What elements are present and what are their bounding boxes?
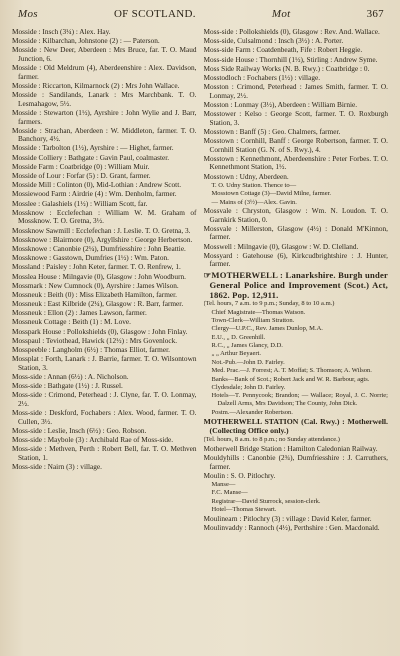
gazetteer-entry: Moss-side : Maybole (3) : Archibald Rae of Moss-side. <box>12 435 174 445</box>
gazetteer-entry: Mosside Colliery : Bathgate : Gavin Paul, coalmaster. <box>12 152 170 162</box>
gazetteer-entry: Mossmark : New Cumnock (0), Ayrshire : James Wilson. <box>12 280 179 290</box>
gazetteer-entry: Mosspark House : Pollokshields (0), Glasgow : John Finlay. <box>12 326 188 336</box>
gazetteer-entry: Mossknowe : Blairmore (0), Argyllshire : George Herbertson. <box>12 234 193 244</box>
gazetteer-entry: Mosston : Lonmay (3½), Aberdeen : William Birnie. <box>203 99 358 109</box>
gazetteer-entry: Postm.—Alexander Robertson. <box>211 408 293 416</box>
gazetteer-entry: Mossyard : Gatehouse (6), Kirkcudbrightshire : J. Hunter, farmer. <box>203 250 388 269</box>
header-left-guide-word: Mos <box>18 8 38 20</box>
gazetteer-entry: Mosside : Riccarton, Kilmarnock (2) : Mrs John Wallace. <box>12 80 180 90</box>
gazetteer-entry: Mossneuk Cottage : Beith (1) : M. Love. <box>12 317 131 327</box>
gazetteer-entry: Hotel—Thomas Stewart. <box>211 506 277 514</box>
gazetteer-entry: Mosside Farm : Coatbridge (0) : William Muir. <box>12 161 150 171</box>
gazetteer-entry: Moulinvaddy : Rannoch (4½), Perthshire : Gen. Macdonald. <box>203 522 380 532</box>
gazetteer-entry: Mosside Mill : Colinton (0), Mid-Lothian : Andrew Scott. <box>12 180 182 190</box>
gazetteer-entry: Hotels—T. Pennycook; Brandon; — Wallace; Royal, J. C. Norrie; Dalzell Arms, Mrs Davidson; The County, John Dick. <box>211 392 388 408</box>
gazetteer-entry: Moss-side : Annan (6½) : A. Nicholson. <box>12 371 129 381</box>
gazetteer-entry: Mossneuk : Ellon (2) : James Lawson, farmer. <box>12 308 147 318</box>
gazetteer-entry: Mossplat : Forth, Lanark : J. Barrie, farmer. T. O. Wilsontown Station, 3. <box>12 354 197 372</box>
gazetteer-entry: Mosslea House : Milngavie (0), Glasgow : John Woodburn. <box>12 271 186 281</box>
gazetteer-entry: Mosstodloch : Fochabers (1½) : village. <box>203 72 321 82</box>
gazetteer-entry: Mosstown : Banff (5) : Geo. Chalmers, farmer. <box>203 126 341 136</box>
gazetteer-entry: Town-Clerk—William Stratton. <box>211 316 295 324</box>
gazetteer-entry: Mosspeeble : Langholm (6½) : Thomas Elliot, farmer. <box>12 345 170 354</box>
header-title: OF SCOTLAND. <box>113 8 196 20</box>
gazetteer-entry: F.C. Manse— <box>211 489 248 497</box>
gazetteer-entry: Mosside : Sandilands, Lanark : Mrs Marchbank. T. O. Lesmahagow, 5½. <box>12 90 197 108</box>
gazetteer-entry: Motherwell Bridge Station : Hamilton Caledonian Railway. <box>203 443 378 453</box>
gazetteer-entry: Mossvale : Millerston, Glasgow (4½) : Donald M'Kinnon, farmer. <box>203 223 388 242</box>
gazetteer-entry: Moss-side House : Thornhill (1½), Stirling : Andrew Syme. <box>203 54 378 64</box>
gazetteer-entry: Mouldyhills : Canonbie (2¾), Dumfriesshire : J. Carruthers, farmer. <box>203 452 388 471</box>
gazetteer-entry: Mosslee : Galashiels (1½) : William Scott, far. <box>12 198 148 208</box>
gazetteer-entry: Mosstower : Kelso : George Scott, farmer. T. O. Roxburgh Station, 3. <box>203 109 388 127</box>
gazetteer-entry: Mossneuk : Beith (0) : Miss Elizabeth Hamilton, farmer. <box>12 289 177 299</box>
gazetteer-entry: Mossknowe : Gasstown, Dumfries (1½) : Wm. Paton. <box>12 253 169 263</box>
gazetteer-entry: ☞MOTHERWELL : Lanarkshire. Burgh under General Police and Improvement (Scot.) Act, 1862. Pop. 12,911. <box>203 269 388 300</box>
gazetteer-entry: Mosstown : Kennethmont, Aberdeenshire : Peter Forbes. T. O. Kennethmont Station, 1½. <box>203 153 388 172</box>
gazetteer-entry: Mosside : Kilbarchan, Johnstone (2) : — Paterson. <box>12 36 160 46</box>
gazetteer-entry: MOTHERWELL STATION (Cal. Rwy.) : Motherwell. (Collecting Office only.) <box>203 416 388 436</box>
gazetteer-entry: Med. Prac.—J. Forrest; A. T. Moffat; S. Thomson; A. Wilson. <box>211 367 372 375</box>
gazetteer-entry: Not.-Pub.—John D. Fairley. <box>211 358 285 366</box>
gazetteer-entry: Mosside : Strachan, Aberdeen : W. Middleton, farmer. T. O. Banchory, 4½. <box>12 125 197 144</box>
page-number: 367 <box>366 8 384 20</box>
gazetteer-entry: Moss-side Farm : Coatdenbeath, Fife : Robert Heggie. <box>203 45 363 55</box>
gazetteer-entry: Mosside : Insch (3¼) : Alex. Hay. <box>12 28 111 36</box>
gazetteer-entry: Moss-side : Methven, Perth : Robert Bell, far. T. O. Methven Station, 1. <box>12 444 197 462</box>
gazetteer-entry: Mossvale : Chryston, Glasgow : Wm. N. Loudon. T. O. Garnkirk Station, 0. <box>203 205 388 224</box>
gazetteer-entry: Moss-side : Bathgate (1½) : J. Russel. <box>12 381 123 391</box>
gazetteer-columns <box>12 28 388 648</box>
gazetteer-entry: Mosspaul : Teviothead, Hawick (12½) : Mrs Govenlock. <box>12 335 178 345</box>
gazetteer-entry: „ „ Arthur Beyaert. <box>211 350 261 358</box>
gazetteer-entry: Mosston : Crimond, Peterhead : James Smith, farmer. T. O. Lonmay, 2½. <box>203 82 388 100</box>
right-column <box>204 28 389 648</box>
gazetteer-entry: Mossknow Sawmill : Ecclefechan : J. Leslie. T. O. Gretna, 3. <box>12 225 191 235</box>
gazetteer-entry: Chief Magistrate—Thomas Watson. <box>211 308 306 316</box>
gazetteer-entry: Manse— <box>211 480 236 488</box>
gazetteer-entry: Mossknow : Ecclefechan : William W. M. Graham of Mossknow. T. O. Gretna, 3½. <box>12 207 197 226</box>
gazetteer-entry: Mosside : New Deer, Aberdeen : Mrs Bruce, far. T. O. Maud Junction, 6. <box>12 45 197 63</box>
gazetteer-entry: Mosside : Stewarton (1½), Ayrshire : John Wylie and J. Barr, farmers. <box>12 107 197 126</box>
gazetteer-entry: Mosstown : Cornhill, Banff : George Robertson, farmer. T. O. Cornhill Station (G. N. of S. Rwy.), 4. <box>203 136 388 154</box>
gazetteer-entry: Moulinearn : Pitlochry (3) : village : David Keler, farmer. <box>203 513 372 523</box>
gazetteer-entry: E.U., „ D. Greenhill. <box>211 333 266 341</box>
gazetteer-entry: R.C., „ James Glancy, D.D. <box>211 342 283 350</box>
gazetteer-entry: Mosstown Cottage (3)—David Milne, farmer. <box>211 190 332 198</box>
gazetteer-entry: Mossiewood Farm : Airdrie (4) : Wm. Denholm, farmer. <box>12 189 177 199</box>
gazetteer-entry: Mossland : Paisley : John Keter, farmer. T. O. Renfrew, 1. <box>12 262 181 272</box>
gazetteer-entry: Mosstown : Udny, Aberdeen. <box>203 171 289 181</box>
gazetteer-entry: T. O. Udny Station. Thence to— <box>211 181 297 189</box>
gazetteer-entry: Mossneuk : East Kilbride (2¼), Glasgow : R. Barr, farmer. <box>12 299 184 309</box>
gazetteer-entry: Moss Side Railway Works (N. B. Rwy.) : Coatbridge : 0. <box>203 63 370 73</box>
left-column <box>12 28 197 648</box>
gazetteer-entry: Moss-side : Pollokshields (0), Glasgow : Rev. And. Wallace. <box>203 28 380 36</box>
gazetteer-entry: Moulin : S. O. Pitlochry. <box>203 470 276 480</box>
gazetteer-entry: Moss-side : Nairn (3) : village. <box>12 462 102 472</box>
gazetteer-entry: Mosside of Lour : Forfar (5) : D. Grant, farmer. <box>12 171 151 181</box>
gazetteer-entry: Registrar—David Sturrock, session-clerk. <box>211 497 321 505</box>
gazetteer-entry: Moss-side : Deskford, Fochabers : Alex. Wood, farmer. T. O. Cullen, 3½. <box>12 408 197 426</box>
gazetteer-entry: Clydesdale; John D. Fairley. <box>211 384 286 392</box>
gazetteer-entry: (Tel. hours, 8 a.m. to 8 p.m.; no Sunday attendance.) <box>203 436 340 444</box>
gazetteer-entry: Mosswell : Milngavie (0), Glasgow : W. D. Clelland. <box>203 241 359 251</box>
gazetteer-entry: Mossknowe : Canonbie (2¼), Dumfriesshire : John Beattie. <box>12 243 186 253</box>
gazetteer-entry: Moss-side : Crimond, Peterhead : J. Clyne, far. T. O. Lonmay, 2½. <box>12 390 197 408</box>
running-header <box>18 8 384 24</box>
gazetteer-entry: Mosside : Tarbolton (1½), Ayrshire : — Highet, farmer. <box>12 143 174 153</box>
gazetteer-entry: Moss-side : Leslie, Insch (6½) : Geo. Robson. <box>12 425 147 435</box>
header-right-guide-word: Mot <box>271 8 291 20</box>
gazetteer-entry: Clergy—U.P.C., Rev. James Dunlop, M.A. <box>211 325 323 333</box>
gazetteer-entry: Moss-side, Culsalmond : Insch (3½) : A. Porter. <box>203 36 344 46</box>
gazetteer-entry: (Tel. hours, 7 a.m. to 9 p.m.; Sunday, 8 to 10 a.m.) <box>203 300 335 308</box>
gazetteer-entry: Banks—Bank of Scot.; Robert Jack and W. R. Barbour, agts. <box>211 375 370 383</box>
gazetteer-entry: — Mains of (3½)—Alex. Gavin. <box>211 198 297 206</box>
gazetteer-entry: Mosside : Old Meldrum (4), Aberdeenshire : Alex. Davidson, farmer. <box>12 63 197 81</box>
